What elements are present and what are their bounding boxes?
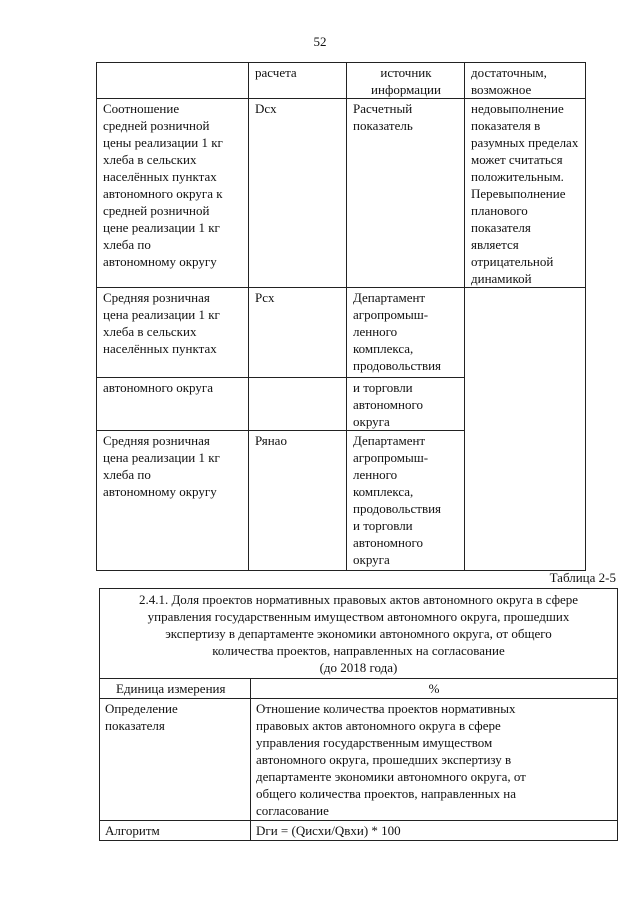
text-line: департаменте экономики автономного округа, от [256, 769, 526, 784]
indicator-name-cell [97, 378, 249, 431]
formula-cell [249, 288, 347, 378]
text-line: ленного [353, 467, 398, 482]
text-line: населённых пунктах [103, 169, 217, 184]
text-line: расчета [255, 65, 297, 80]
text-line: экспертизу в департаменте экономики автономного округа, от общего [165, 626, 552, 641]
text-line: Средняя розничная [103, 433, 210, 448]
text-line: автономного округа [103, 380, 213, 395]
text-line: цене реализации 1 кг [103, 220, 220, 235]
text-line: и торговли [353, 380, 413, 395]
text-line: автономного округа к [103, 186, 223, 201]
text-line: согласование [256, 803, 329, 818]
text-line: Алгоритм [105, 823, 160, 838]
unit-label [100, 679, 251, 699]
text-line: хлеба в сельских [103, 324, 197, 339]
text-line: автономному округу [103, 254, 217, 269]
algorithm-label [100, 821, 251, 841]
text-line: показатель [353, 118, 413, 133]
text-line: продовольствия [353, 358, 442, 373]
text-line: цены реализации 1 кг [103, 135, 223, 150]
text-line: округа [353, 552, 390, 567]
text-line: недовыполнение [471, 101, 564, 116]
text-line: % [428, 681, 440, 696]
table-row [100, 821, 618, 841]
text-line: хлеба по [103, 237, 151, 252]
indicator-passport-table [99, 588, 618, 841]
table-row [100, 679, 618, 699]
text-line: планового [471, 203, 528, 218]
source-cell [347, 378, 465, 431]
text-line: средней розничной [103, 203, 210, 218]
text-line: показателя [105, 718, 165, 733]
text-line: цена реализации 1 кг [103, 307, 220, 322]
text-line: Dги = (Qисхи/Qвхи) * 100 [256, 823, 401, 838]
header-cell-name [97, 63, 249, 99]
table-title-row [100, 589, 618, 679]
text-line: Расчетный [353, 101, 413, 116]
indicator-name-cell [97, 431, 249, 571]
text-line: хлеба в сельских [103, 152, 197, 167]
text-line: управления государственным имуществом автономного округа, прошедших [147, 609, 570, 624]
header-cell-source [347, 63, 465, 99]
text-line: 2.4.1. Доля проектов нормативных правовых актов автономного округа в сфере [138, 592, 579, 607]
text-line: управления государственным имуществом [256, 735, 493, 750]
text-line: информации [371, 82, 441, 97]
text-line: агропромыш- [353, 307, 429, 322]
text-line: Отношение количества проектов нормативных [256, 701, 516, 716]
text-line: показателя в [471, 118, 541, 133]
header-cell-note [465, 63, 586, 99]
note-cell [465, 99, 586, 288]
unit-value [251, 679, 618, 699]
text-line: автономного [353, 397, 423, 412]
source-cell [347, 288, 465, 378]
text-line: Средняя розничная [103, 290, 210, 305]
note-cell [465, 288, 586, 571]
table-row [100, 699, 618, 821]
indicator-table [96, 62, 586, 571]
text-line: правовых актов автономного округа в сфере [256, 718, 501, 733]
text-line: разумных пределах [471, 135, 579, 150]
text-line: цена реализации 1 кг [103, 450, 220, 465]
text-line: источник [380, 65, 432, 80]
text-line: Единица измерения [116, 681, 226, 696]
definition-label [100, 699, 251, 821]
text-line: Департамент [353, 433, 426, 448]
text-line: комплекса, [353, 484, 414, 499]
text-line: динамикой [471, 271, 532, 286]
text-line: Pcx [255, 290, 275, 305]
source-cell [347, 99, 465, 288]
text-line: может считаться [471, 152, 563, 167]
text-line: автономного округа, прошедших экспертизу в [256, 752, 512, 767]
text-line: возможное [471, 82, 532, 97]
source-cell [347, 431, 465, 571]
text-line: населённых пунктах [103, 341, 217, 356]
text-line: Определение [105, 701, 178, 716]
table-row [97, 99, 586, 288]
text-line: (до 2018 года) [319, 660, 398, 675]
indicator-name-cell [97, 99, 249, 288]
formula-cell [249, 431, 347, 571]
table-header-row [97, 63, 586, 99]
text-line: положительным. [471, 169, 564, 184]
algorithm-value [251, 821, 618, 841]
formula-cell [249, 99, 347, 288]
header-cell-calculation [249, 63, 347, 99]
text-line: Соотношение [103, 101, 180, 116]
text-line: автономного [353, 535, 423, 550]
text-line: округа [353, 414, 390, 429]
text-line: количества проектов, направленных на согласование [212, 643, 505, 658]
table-row [97, 288, 586, 378]
text-line: автономному округу [103, 484, 217, 499]
text-line: продовольствия [353, 501, 442, 516]
table-caption: Таблица 2-5 [549, 570, 616, 585]
text-line: отрицательной [471, 254, 554, 269]
text-line: комплекса, [353, 341, 414, 356]
text-line: Dcx [255, 101, 277, 116]
formula-cell [249, 378, 347, 431]
text-line: агропромыш- [353, 450, 429, 465]
text-line: Рянао [255, 433, 287, 448]
text-line: общего количества проектов, направленных на [256, 786, 516, 801]
text-line: показателя является [471, 220, 531, 252]
definition-value [251, 699, 618, 821]
text-line: Департамент [353, 290, 426, 305]
text-line: достаточным, [471, 65, 547, 80]
text-line: средней розничной [103, 118, 210, 133]
text-line: Перевыполнение [471, 186, 566, 201]
indicator-title [100, 589, 618, 679]
text-line: и торговли [353, 518, 413, 533]
text-line: хлеба по [103, 467, 151, 482]
page-number: 52 [313, 34, 327, 49]
text-line: ленного [353, 324, 398, 339]
indicator-name-cell [97, 288, 249, 378]
